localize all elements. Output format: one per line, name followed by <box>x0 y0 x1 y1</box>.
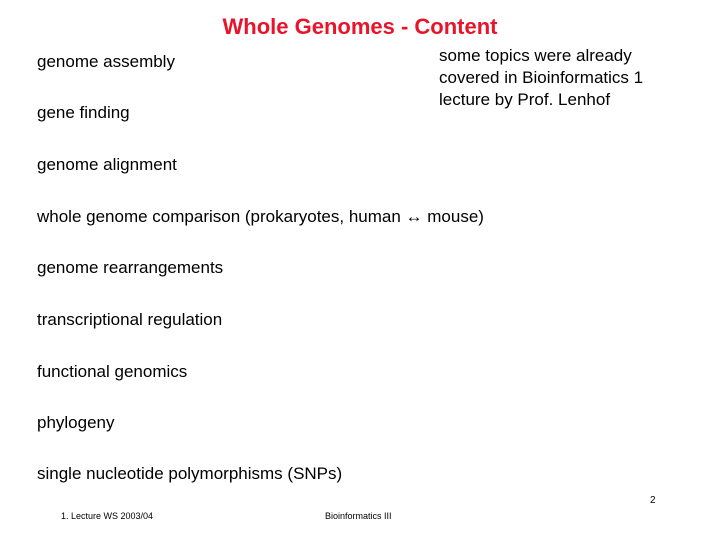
topic-functional-genomics: functional genomics <box>37 362 188 381</box>
topic-snps: single nucleotide polymorphisms (SNPs) <box>37 464 343 483</box>
slide-title: Whole Genomes - Content <box>222 14 498 39</box>
topic-genome-assembly: genome assembly <box>37 52 175 71</box>
topic-genome-rearrangements: genome rearrangements <box>37 258 224 277</box>
side-note-line: covered in Bioinformatics 1 <box>439 68 644 87</box>
footer-lecture: 1. Lecture WS 2003/04 <box>61 511 154 521</box>
topic-phylogeny: phylogeny <box>37 413 115 432</box>
side-note <box>439 45 699 111</box>
side-note-line: lecture by Prof. Lenhof <box>439 90 611 109</box>
topic-transcriptional-regulation: transcriptional regulation <box>37 310 223 329</box>
page-number: 2 <box>650 495 656 506</box>
topic-whole-genome-comparison: whole genome comparison (prokaryotes, human ↔ mouse) <box>37 207 484 226</box>
topic-gene-finding: gene finding <box>37 103 130 122</box>
topic-genome-alignment: genome alignment <box>37 155 177 174</box>
side-note-line: some topics were already <box>439 46 632 65</box>
footer-course: Bioinformatics III <box>325 511 392 521</box>
